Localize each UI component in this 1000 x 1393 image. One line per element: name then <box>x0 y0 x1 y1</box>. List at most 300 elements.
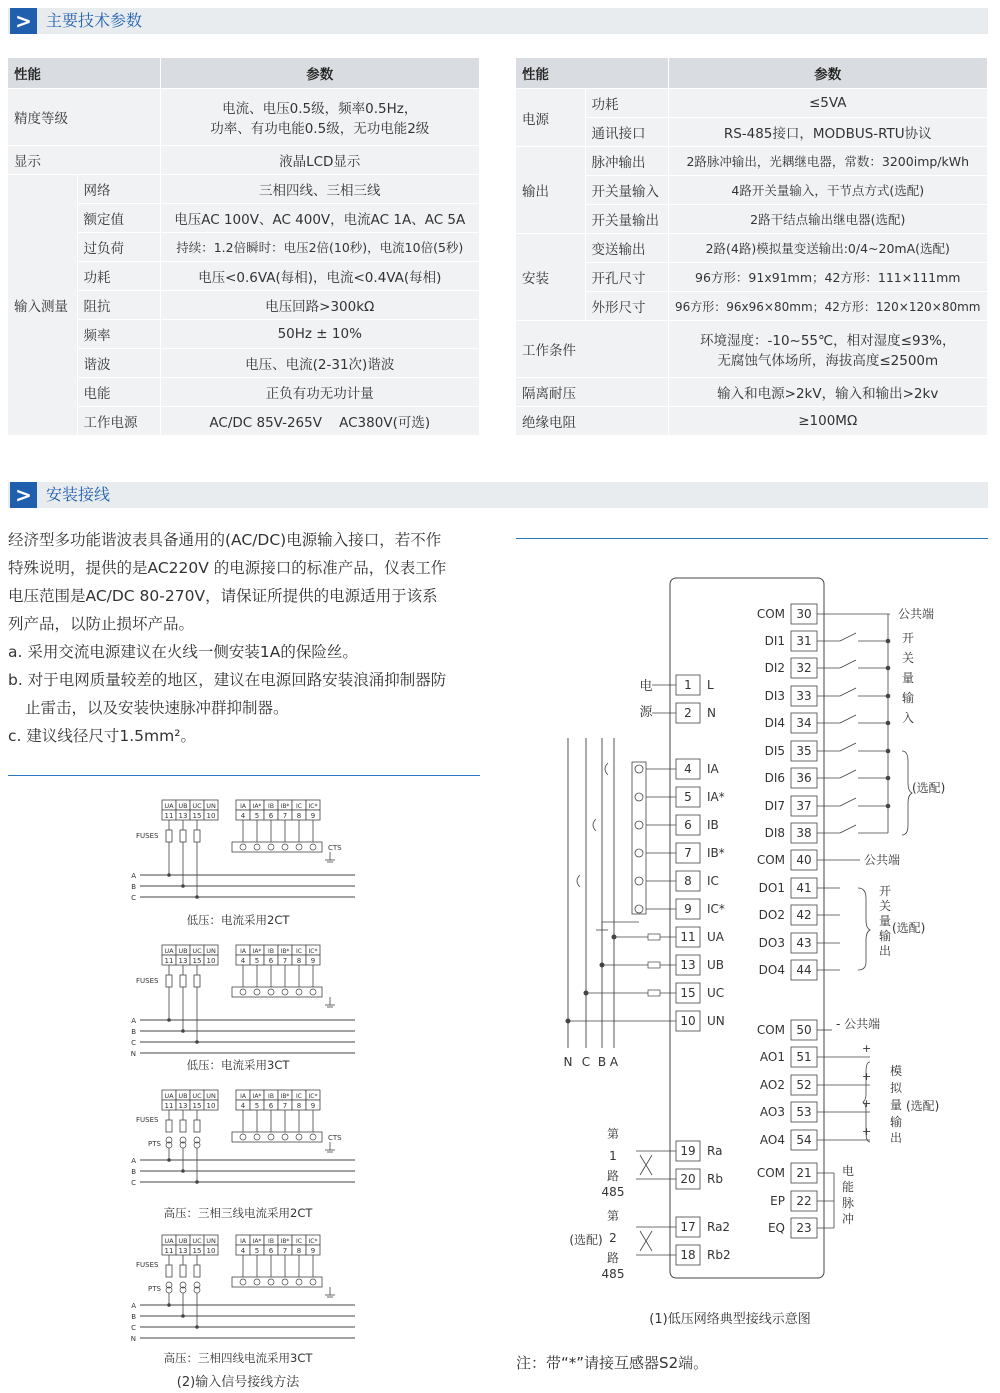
current-terminal-label: IA <box>240 803 246 810</box>
fuse-icon <box>166 1265 172 1277</box>
fuse-icon <box>194 1265 200 1277</box>
terminal-number: 20 <box>680 1172 696 1186</box>
terminal-number: 23 <box>796 1221 812 1235</box>
terminal-number: 6 <box>684 818 692 832</box>
phase-label: C <box>131 1179 136 1187</box>
junction-dot <box>886 639 891 644</box>
di-label: 入 <box>901 711 915 725</box>
group-label: 输出 <box>516 147 585 234</box>
terminal-name: Ra <box>707 1144 723 1158</box>
row-value: 2路(4路)模拟量变送输出:0/4~20mA(选配) <box>668 234 988 263</box>
row-value: ≤5VA <box>668 89 988 118</box>
diagram-caption: 低压：电流采用2CT <box>186 913 290 927</box>
junction-dot <box>566 1019 571 1024</box>
terminal-number: 1 <box>684 678 692 692</box>
pulse-label: 脉 <box>841 1196 855 1210</box>
current-terminal-label: IB <box>268 948 274 955</box>
terminal-number: 7 <box>684 846 692 860</box>
voltage-terminal-num: 10 <box>206 1102 216 1110</box>
current-terminal-num: 5 <box>254 1102 260 1110</box>
terminal-number: 18 <box>680 1248 696 1262</box>
junction-dot <box>886 804 891 809</box>
fuses-label: FUSES <box>136 1116 159 1124</box>
current-terminal-num: 8 <box>296 1102 302 1110</box>
current-terminal-label: IA* <box>252 948 262 955</box>
ct-bar <box>232 1277 322 1287</box>
phase-label: B <box>131 1168 136 1176</box>
current-terminal-num: 9 <box>310 1247 316 1255</box>
ao-label: 输 <box>889 1115 903 1129</box>
ct-bar <box>232 1132 322 1142</box>
rs485-1-label: 1 <box>609 1149 617 1163</box>
current-terminal-num: 9 <box>310 1102 316 1110</box>
terminal-name: IC <box>707 874 719 888</box>
terminal-name: DI6 <box>764 771 785 785</box>
common-label: 公共端 <box>864 853 901 867</box>
phase-label: N <box>130 1050 136 1058</box>
plus-label: + <box>862 1097 872 1110</box>
row-sublabel: 谐波 <box>77 349 160 378</box>
switch-icon <box>840 798 856 806</box>
rs485-2-label: 485 <box>601 1267 625 1281</box>
junction-dot <box>195 1325 199 1329</box>
row-value: 电压回路>300kΩ <box>160 291 480 320</box>
current-terminal-num: 6 <box>268 1247 274 1255</box>
row-value: 2路干结点输出继电器(选配) <box>668 205 988 234</box>
power-label: 电 <box>639 679 653 694</box>
voltage-terminal-label: UN <box>206 1237 216 1245</box>
row-value: 液晶LCD显示 <box>160 146 480 175</box>
voltage-terminal-label: UC <box>192 1237 202 1245</box>
phase-label: B <box>597 1055 607 1069</box>
input-diagram-2 <box>131 945 355 1072</box>
voltage-terminal-label: UC <box>192 947 202 955</box>
terminal-number: 4 <box>684 762 692 776</box>
voltage-terminal-num: 11 <box>164 957 174 965</box>
terminal-number: 9 <box>684 902 692 916</box>
current-terminal-label: IC* <box>308 948 318 955</box>
terminal-number: 13 <box>680 958 696 972</box>
brace-icon <box>902 751 912 835</box>
di-label: 输 <box>901 691 915 705</box>
terminal-name: EQ <box>767 1221 785 1235</box>
row-value: 电流、电压0.5级，频率0.5Hz， 功率、有功电能0.5级，无功电能2级 <box>160 89 480 146</box>
phase-label: A <box>131 1302 136 1310</box>
voltage-terminal-num: 11 <box>164 1102 174 1110</box>
wiring-caption: (1)低压网络典型接线示意图 <box>649 1312 811 1327</box>
row-value: 三相四线、三相三线 <box>160 175 480 204</box>
current-terminal-label: IC* <box>308 1093 318 1100</box>
row-label: 绝缘电阻 <box>516 407 668 436</box>
group-label: 输入测量 <box>8 175 77 436</box>
terminal-name: L <box>707 678 714 692</box>
terminal-number: 53 <box>796 1105 812 1119</box>
terminal-name: DO1 <box>758 881 785 895</box>
current-terminal-label: IB <box>268 803 274 810</box>
terminal-number: 5 <box>684 790 692 804</box>
terminal-name: N <box>707 706 716 720</box>
phase-label: B <box>131 883 136 891</box>
section-header-install <box>8 482 988 508</box>
voltage-terminal-num: 10 <box>206 1247 216 1255</box>
fuse-icon <box>180 1120 186 1132</box>
current-terminal-label: IC <box>296 948 302 955</box>
diagram-caption: 高压：三相四线电流采用3CT <box>163 1351 313 1365</box>
spec-table-right <box>516 58 988 436</box>
fuse-icon <box>194 975 200 987</box>
junction-dot <box>167 873 171 877</box>
voltage-terminal-num: 13 <box>178 957 188 965</box>
col-header: 参数 <box>668 58 988 89</box>
pts-label: PTS <box>148 1285 161 1293</box>
voltage-terminal-label: UB <box>178 947 188 955</box>
current-terminal-num: 6 <box>268 1102 274 1110</box>
pulse-label: 电 <box>841 1164 855 1178</box>
current-terminal-label: IB <box>268 1093 274 1100</box>
terminal-name: DO4 <box>758 963 785 977</box>
divider <box>8 775 480 776</box>
terminal-name: DI3 <box>764 689 785 703</box>
di-label: 关 <box>901 651 915 665</box>
row-label: 精度等级 <box>8 89 160 146</box>
row-value: ≥100MΩ <box>668 407 988 436</box>
terminal-name: AO4 <box>759 1133 785 1147</box>
optional-label: (选配) <box>569 1233 603 1247</box>
junction-dot <box>181 1314 185 1318</box>
input-diagram-3 <box>131 1090 355 1220</box>
terminal-number: 51 <box>796 1050 812 1064</box>
junction-dot <box>886 749 891 754</box>
fuse-icon <box>166 830 172 842</box>
current-terminal-label: IB* <box>280 1238 290 1245</box>
fuse-icon <box>648 990 660 996</box>
voltage-terminal-num: 11 <box>164 812 174 820</box>
voltage-terminal-num: 10 <box>206 812 216 820</box>
optional-label: (选配) <box>906 1099 940 1113</box>
terminal-number: 38 <box>796 826 812 840</box>
voltage-terminal-label: UN <box>206 947 216 955</box>
terminal-number: 34 <box>796 716 812 730</box>
junction-dot <box>167 1158 171 1162</box>
rs485-1-label: 485 <box>601 1185 625 1199</box>
di-label: 量 <box>901 671 915 685</box>
current-terminal-num: 8 <box>296 1247 302 1255</box>
row-sublabel: 阻抗 <box>77 291 160 320</box>
fuse-icon <box>180 830 186 842</box>
phase-label: C <box>581 1055 591 1069</box>
terminal-name: COM <box>756 1023 785 1037</box>
junction-dot <box>181 884 185 888</box>
section-title: 安装接线 <box>46 485 111 504</box>
row-sublabel: 工作电源 <box>77 407 160 436</box>
do-label: 关 <box>878 899 892 913</box>
row-value: 2路脉冲输出，光耦继电器，常数：3200imp/kWh <box>668 147 988 176</box>
terminal-number: 2 <box>684 706 692 720</box>
junction-dot <box>181 1029 185 1033</box>
col-header: 性能 <box>8 58 160 89</box>
di-label: 开 <box>901 631 915 645</box>
fuses-label: FUSES <box>136 1261 159 1269</box>
fuse-icon <box>166 975 172 987</box>
voltage-terminal-num: 15 <box>192 1247 202 1255</box>
phase-label: C <box>131 894 136 902</box>
terminal-number: 8 <box>684 874 692 888</box>
group-label: 电源 <box>516 89 585 147</box>
voltage-terminal-label: UA <box>164 802 174 810</box>
switch-icon <box>840 660 856 668</box>
terminal-number: 50 <box>796 1023 812 1037</box>
optional-label: (选配) <box>892 921 926 935</box>
current-terminal-num: 7 <box>282 1102 288 1110</box>
voltage-terminal-num: 10 <box>206 957 216 965</box>
input-wiring-diagrams <box>120 790 370 1390</box>
row-label: 显示 <box>8 146 160 175</box>
row-value: AC/DC 85V-265V AC380V(可选) <box>160 407 480 436</box>
col-header: 参数 <box>160 58 480 89</box>
terminal-number: 15 <box>680 986 696 1000</box>
terminal-number: 21 <box>796 1166 812 1180</box>
plus-label: + <box>862 1042 872 1055</box>
terminal-name: DO2 <box>758 908 785 922</box>
diagram-caption: 高压：三相三线电流采用2CT <box>163 1206 313 1220</box>
fuse-icon <box>166 1120 172 1132</box>
brace-icon <box>858 888 870 970</box>
voltage-terminal-label: UC <box>192 802 202 810</box>
switch-icon <box>840 688 856 696</box>
terminal-name: IB* <box>707 846 725 860</box>
terminal-name: DI1 <box>764 634 785 648</box>
terminal-number: 32 <box>796 661 812 675</box>
current-terminal-label: IA* <box>252 1238 262 1245</box>
junction-dot <box>886 694 891 699</box>
terminal-name: DI8 <box>764 826 785 840</box>
terminal-name: AO1 <box>759 1050 785 1064</box>
group-label: 安装 <box>516 234 585 321</box>
chevron-right-icon: > <box>10 8 37 34</box>
phase-label: A <box>131 1017 136 1025</box>
junction-dot <box>195 1180 199 1184</box>
row-value: 96方形：91x91mm；42方形：111×111mm <box>668 263 988 292</box>
terminal-name: IA* <box>707 790 725 804</box>
fuse-icon <box>180 975 186 987</box>
ct-terminal-bar <box>632 762 646 914</box>
ao-label: 出 <box>889 1131 903 1145</box>
fuse-icon <box>194 1120 200 1132</box>
rs485-1-label: 路 <box>606 1169 620 1183</box>
switch-icon <box>840 715 856 723</box>
phase-label: N <box>130 1335 136 1343</box>
phase-label: A <box>609 1055 619 1069</box>
switch-icon <box>840 770 856 778</box>
row-sublabel: 电能 <box>77 378 160 407</box>
junction-dot <box>195 1040 199 1044</box>
phase-label: A <box>131 1157 136 1165</box>
junction-dot <box>195 895 199 899</box>
junction-dot <box>886 721 891 726</box>
current-terminal-label: IB* <box>280 948 290 955</box>
voltage-terminal-num: 13 <box>178 1247 188 1255</box>
terminal-number: 52 <box>796 1078 812 1092</box>
terminal-name: Rb <box>707 1172 723 1186</box>
rs485-2-label: 路 <box>606 1251 620 1265</box>
switch-icon <box>840 633 856 641</box>
current-terminal-num: 4 <box>240 1247 246 1255</box>
junction-dot <box>600 963 605 968</box>
terminal-number: 41 <box>796 881 812 895</box>
row-sublabel: 开孔尺寸 <box>585 263 668 292</box>
row-sublabel: 功耗 <box>585 89 668 118</box>
terminal-name: UA <box>707 930 724 944</box>
row-sublabel: 开关量输入 <box>585 176 668 205</box>
terminal-number: 44 <box>796 963 812 977</box>
do-label: 量 <box>878 914 892 928</box>
junction-dot <box>886 776 891 781</box>
voltage-terminal-num: 13 <box>178 1102 188 1110</box>
current-terminal-num: 5 <box>254 957 260 965</box>
terminal-name: AO3 <box>759 1105 785 1119</box>
phase-label: C <box>131 1039 136 1047</box>
current-terminal-label: IB <box>268 1238 274 1245</box>
row-value: 正负有功无功计量 <box>160 378 480 407</box>
phase-label: B <box>131 1028 136 1036</box>
voltage-terminal-label: UB <box>178 1092 188 1100</box>
terminal-name: COM <box>756 1166 785 1180</box>
optional-label: (选配) <box>912 781 946 795</box>
terminal-number: 54 <box>796 1133 812 1147</box>
terminal-name: Rb2 <box>707 1248 731 1262</box>
junction-dot <box>886 666 891 671</box>
junction-dot <box>584 991 589 996</box>
voltage-terminal-num: 15 <box>192 957 202 965</box>
row-sublabel: 额定值 <box>77 204 160 233</box>
voltage-terminal-label: UN <box>206 1092 216 1100</box>
diagram-caption: 低压：电流采用3CT <box>186 1058 290 1072</box>
row-value: 电压<0.6VA(每相)，电流<0.4VA(每相) <box>160 262 480 291</box>
terminal-number: 30 <box>796 607 812 621</box>
current-terminal-num: 7 <box>282 957 288 965</box>
current-terminal-label: IA <box>240 1238 246 1245</box>
pulse-label: 冲 <box>841 1212 855 1226</box>
current-terminal-label: IC* <box>308 803 318 810</box>
fuse-icon <box>194 830 200 842</box>
voltage-terminal-label: UA <box>164 947 174 955</box>
current-terminal-label: IC <box>296 1093 302 1100</box>
col-header: 性能 <box>516 58 668 89</box>
current-terminal-num: 7 <box>282 812 288 820</box>
terminal-number: 17 <box>680 1220 696 1234</box>
chevron-right-icon: > <box>10 482 37 508</box>
terminal-name: Ra2 <box>707 1220 731 1234</box>
spec-table-left <box>8 58 480 436</box>
phase-label: C <box>131 1324 136 1332</box>
current-terminal-label: IA <box>240 948 246 955</box>
current-terminal-num: 9 <box>310 957 316 965</box>
terminal-name: DI2 <box>764 661 785 675</box>
ao-label: 量 <box>889 1098 903 1112</box>
ct-coil-icon <box>577 875 580 887</box>
current-terminal-label: IA* <box>252 803 262 810</box>
terminal-number: 43 <box>796 936 812 950</box>
terminal-name: DI4 <box>764 716 785 730</box>
input-diagrams-caption: (2)输入信号接线方法 <box>176 1375 300 1390</box>
terminal-name: UB <box>707 958 725 972</box>
fuses-label: FUSES <box>136 977 159 985</box>
junction-dot <box>181 1169 185 1173</box>
ct-bar <box>232 987 322 997</box>
terminal-name: DI7 <box>764 799 785 813</box>
terminal-number: 37 <box>796 799 812 813</box>
junction-dot <box>612 935 617 940</box>
row-sublabel: 过负荷 <box>77 233 160 262</box>
voltage-terminal-label: UA <box>164 1092 174 1100</box>
common-label: - 公共端 <box>836 1017 881 1031</box>
row-label: 工作条件 <box>516 321 668 378</box>
current-terminal-label: IB* <box>280 1093 290 1100</box>
row-label: 隔离耐压 <box>516 378 668 407</box>
current-terminal-label: IC <box>296 1238 302 1245</box>
row-value: RS-485接口，MODBUS-RTU协议 <box>668 118 988 147</box>
current-terminal-num: 7 <box>282 1247 288 1255</box>
terminal-number: 42 <box>796 908 812 922</box>
terminal-name: UN <box>707 1014 725 1028</box>
row-sublabel: 变送输出 <box>585 234 668 263</box>
common-label: 公共端 <box>898 607 935 621</box>
ao-label: 模 <box>889 1064 903 1078</box>
install-paragraph: 经济型多功能谐波表具备通用的(AC/DC)电源输入接口，若不作 特殊说明，提供的是AC220V 的电源接口的标准产品，仪表工作 电压范围是AC/DC 80-270V，请保证所提供的电源适用于该系 列产品，以防止损坏产品。 a. 采用交流电源建议在火线一侧安装1A的保险丝。 b. 对于电网质量较差的地区，建议在电源回路安装浪涌抑制器防 止雷击，以及安装快速脉冲群抑制器。 c. 建议线径尺寸1.5mm²。 <box>8 531 447 745</box>
terminal-name: UC <box>707 986 725 1000</box>
section-title: 主要技术参数 <box>46 11 143 30</box>
row-value: 电压、电流(2-31次)谐波 <box>160 349 480 378</box>
plus-label: + <box>862 1070 872 1083</box>
voltage-terminal-num: 11 <box>164 1247 174 1255</box>
ct-bar <box>232 842 322 852</box>
current-terminal-num: 9 <box>310 812 316 820</box>
do-label: 出 <box>878 944 892 958</box>
terminal-number: 10 <box>680 1014 696 1028</box>
divider <box>516 538 988 539</box>
terminal-name: COM <box>756 853 785 867</box>
phase-label: A <box>131 872 136 880</box>
switch-icon <box>840 825 856 833</box>
row-sublabel: 频率 <box>77 320 160 349</box>
row-value: 输入和电源>2kV，输入和输出>2kv <box>668 378 988 407</box>
current-terminal-num: 6 <box>268 957 274 965</box>
terminal-name: DI5 <box>764 744 785 758</box>
voltage-terminal-label: UB <box>178 802 188 810</box>
voltage-terminal-num: 15 <box>192 1102 202 1110</box>
terminal-name: DO3 <box>758 936 785 950</box>
terminal-number: 33 <box>796 689 812 703</box>
switch-icon <box>840 743 856 751</box>
voltage-terminal-num: 13 <box>178 812 188 820</box>
current-terminal-num: 4 <box>240 957 246 965</box>
current-terminal-label: IA <box>240 1093 246 1100</box>
row-sublabel: 外形尺寸 <box>585 292 668 321</box>
voltage-terminal-label: UN <box>206 802 216 810</box>
terminal-number: 31 <box>796 634 812 648</box>
fuse-icon <box>648 934 660 940</box>
row-value: 持续：1.2倍瞬时：电压2倍(10秒)，电流10倍(5秒) <box>160 233 480 262</box>
current-terminal-label: IC <box>296 803 302 810</box>
junction-dot <box>167 1303 171 1307</box>
pulse-label: 能 <box>841 1180 855 1194</box>
terminal-name: EP <box>770 1194 785 1208</box>
row-sublabel: 网络 <box>77 175 160 204</box>
current-terminal-num: 4 <box>240 812 246 820</box>
cts-label: CTS <box>328 1134 342 1142</box>
terminal-name: IC* <box>707 902 725 916</box>
rs485-2-label: 第 <box>606 1209 620 1223</box>
